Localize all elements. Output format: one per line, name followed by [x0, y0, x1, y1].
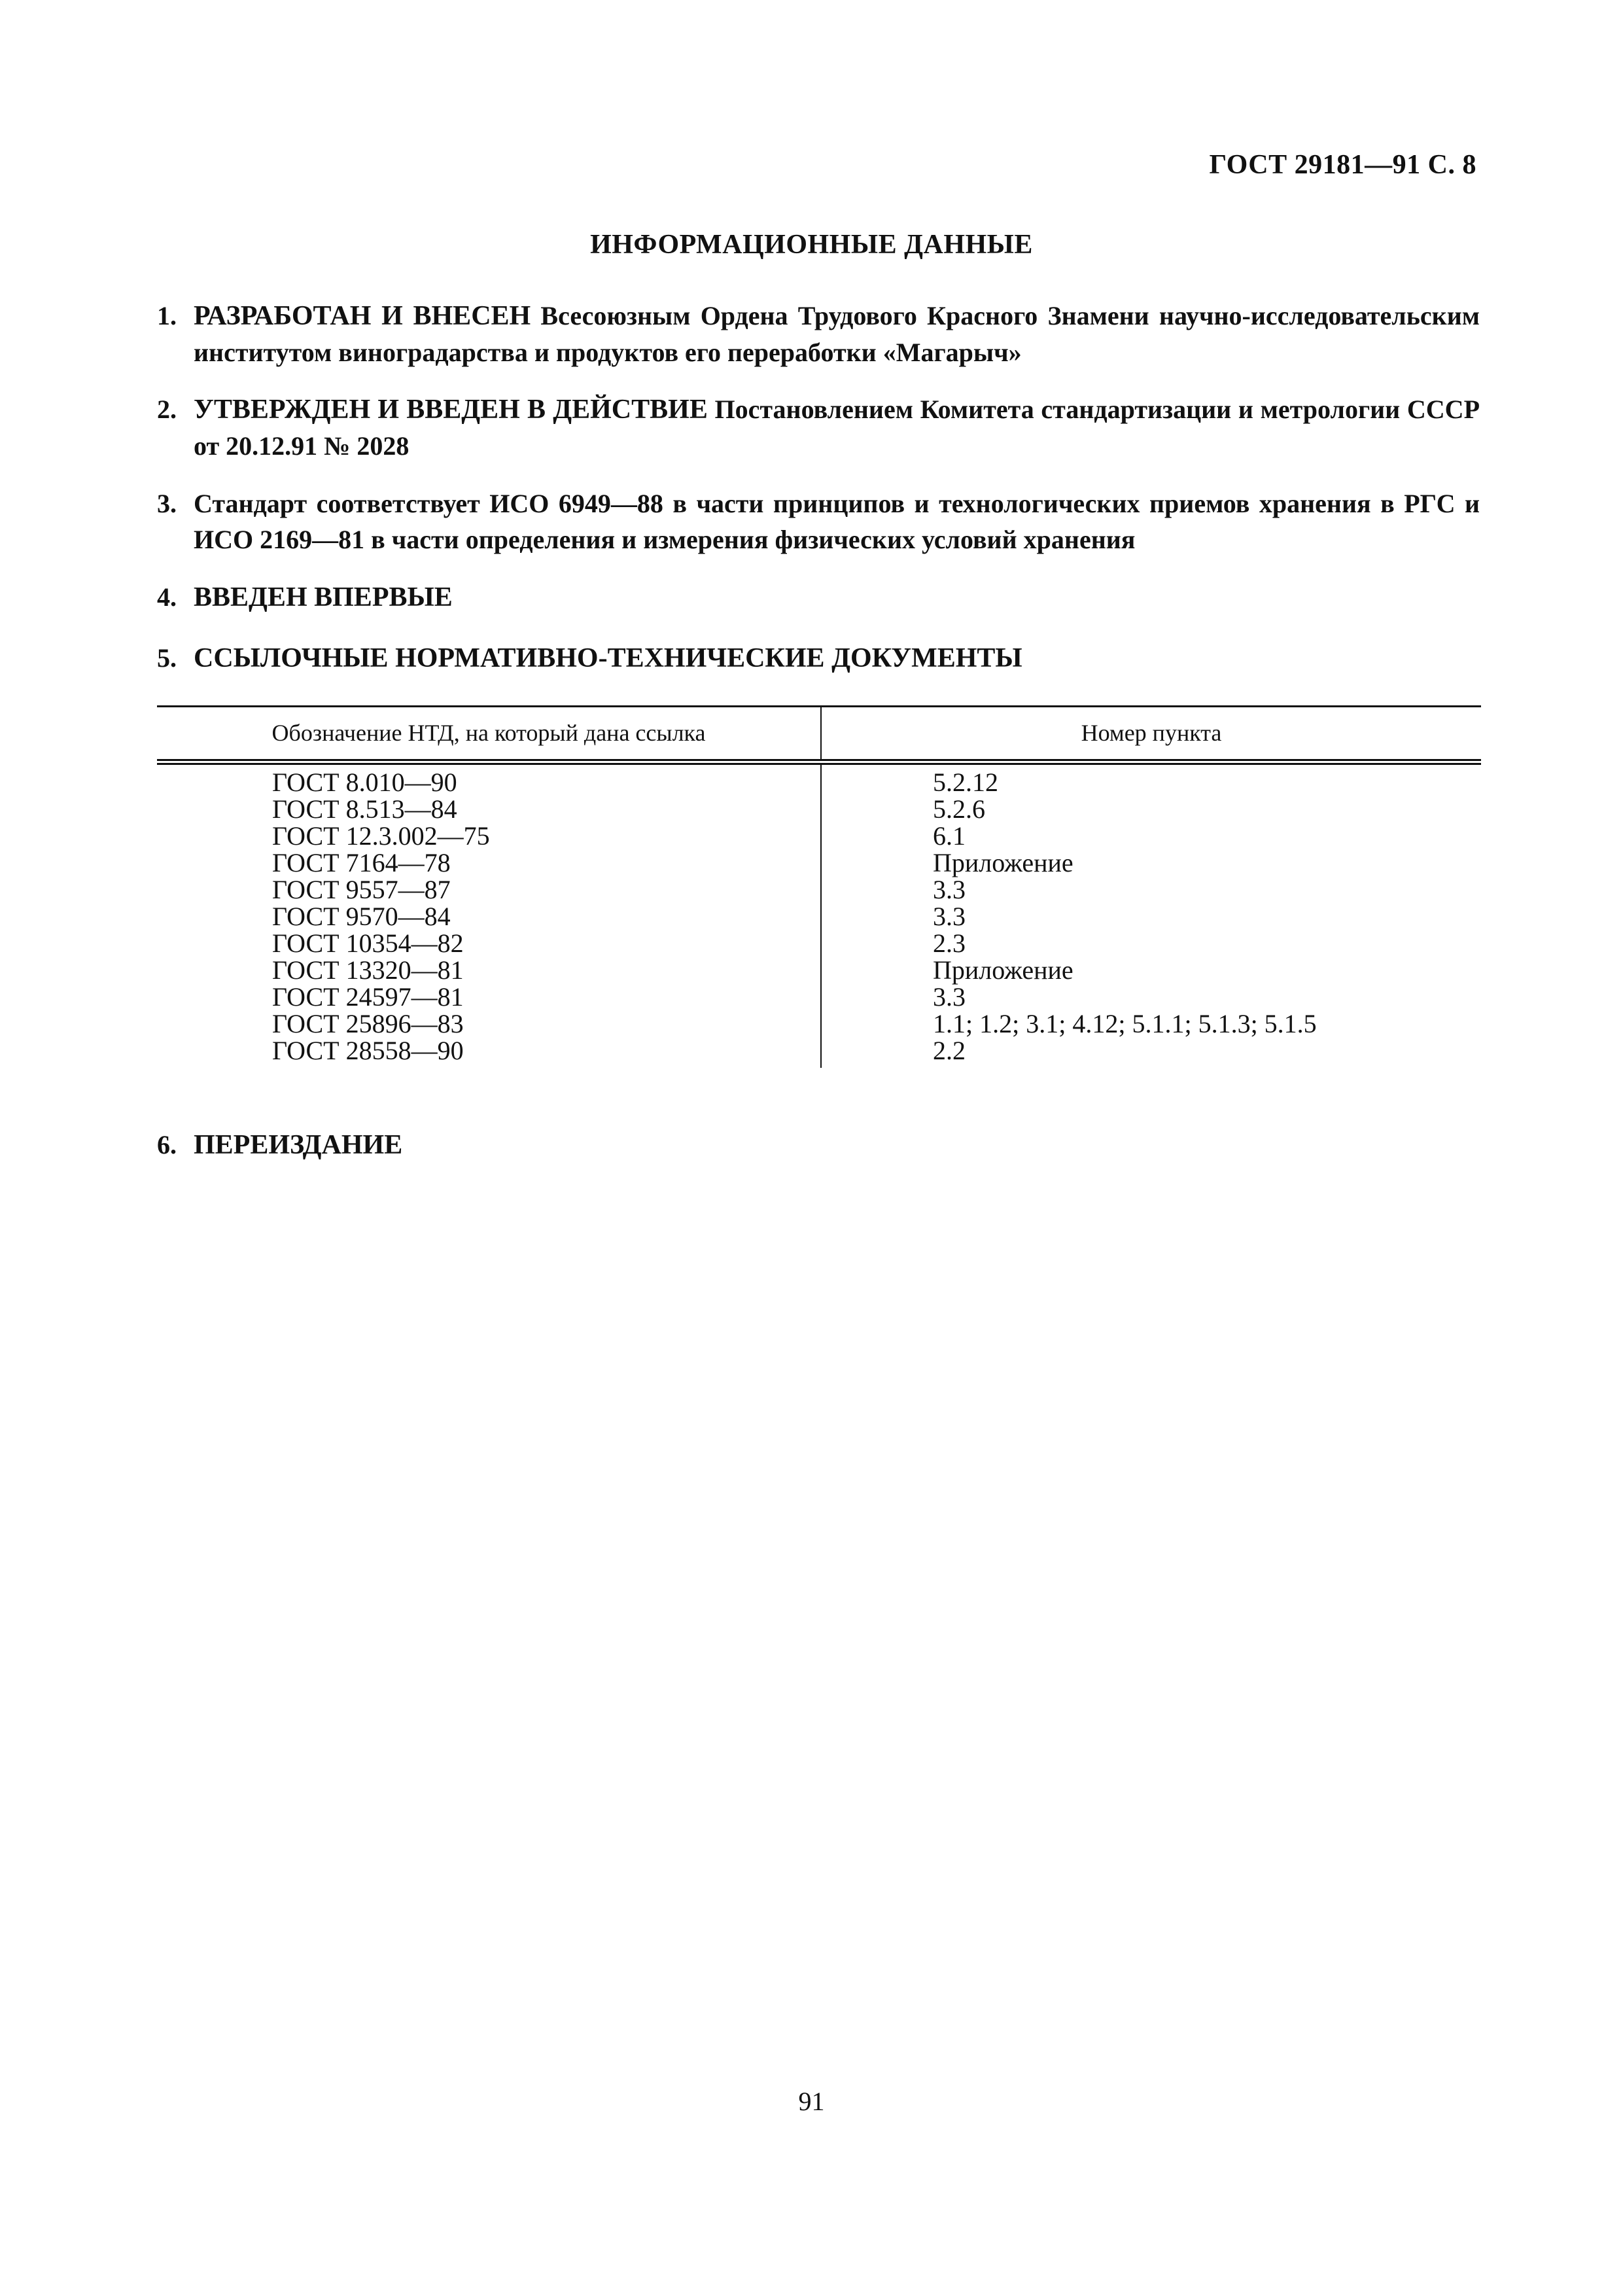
info-item-1	[157, 298, 1480, 370]
item-lead: ССЫЛОЧНЫЕ НОРМАТИВНО-ТЕХНИЧЕСКИЕ ДОКУМЕНТЫ	[194, 643, 1022, 673]
info-item-4	[157, 579, 1480, 616]
item-number: 5.	[157, 643, 177, 673]
item-lead: ПЕРЕИЗДАНИЕ	[194, 1130, 403, 1160]
item-body	[194, 298, 1480, 370]
document-cell: ГОСТ 13320—81	[157, 957, 821, 983]
point-cell: 5.2.6	[933, 794, 985, 824]
item-lead: РАЗРАБОТАН И ВНЕСЕН	[194, 301, 531, 331]
item-body	[194, 486, 1480, 557]
table-row	[157, 1037, 1481, 1068]
info-item-5	[157, 640, 1480, 677]
reference-documents-table	[157, 705, 1481, 1068]
table-row	[157, 957, 1481, 983]
document-cell: ГОСТ 10354—82	[157, 930, 821, 957]
point-cell: 3.3	[933, 902, 966, 931]
document-cell: ГОСТ 25896—83	[157, 1010, 821, 1037]
table-header-row	[157, 707, 1481, 762]
item-lead: ВВЕДЕН ВПЕРВЫЕ	[194, 582, 453, 612]
table-row	[157, 762, 1481, 796]
running-head: ГОСТ 29181—91 С. 8	[1209, 150, 1476, 180]
point-cell: 2.3	[933, 928, 966, 958]
info-item-6	[157, 1127, 1480, 1163]
point-cell: 5.2.12	[933, 768, 998, 797]
item-number: 6.	[157, 1130, 177, 1159]
info-item-3	[157, 486, 1480, 557]
table-row	[157, 903, 1481, 930]
item-text: Стандарт соответствует ИСО 6949—88 в части принципов и технологических приемов хранения в РГС и ИСО 2169—81 в части определения и измерения физических условий хранения	[194, 489, 1480, 554]
document-cell: ГОСТ 7164—78	[157, 849, 821, 876]
point-cell: 3.3	[933, 875, 966, 904]
document-cell: ГОСТ 9557—87	[157, 876, 821, 903]
table-row	[157, 796, 1481, 822]
table-row	[157, 1010, 1481, 1037]
item-number: 3.	[157, 489, 177, 518]
point-cell: Приложение	[933, 848, 1073, 877]
info-item-2	[157, 391, 1480, 464]
table-row	[157, 822, 1481, 849]
point-cell: 1.1; 1.2; 3.1; 4.12; 5.1.1; 5.1.3; 5.1.5	[933, 1009, 1317, 1038]
document-cell: ГОСТ 28558—90	[157, 1037, 821, 1068]
table-row	[157, 876, 1481, 903]
document-cell: ГОСТ 9570—84	[157, 903, 821, 930]
item-text: Постановлением Комитета стандартизации и метрологии СССР от 20.12.91 № 2028	[194, 395, 1480, 461]
document-cell: ГОСТ 8.010—90	[157, 762, 821, 796]
document-cell: ГОСТ 24597—81	[157, 983, 821, 1010]
point-cell: 6.1	[933, 821, 966, 851]
item-body	[194, 1127, 1480, 1163]
table-row	[157, 983, 1481, 1010]
item-lead: УТВЕРЖДЕН И ВВЕДЕН В ДЕЙСТВИЕ	[194, 395, 708, 425]
page-number: 91	[798, 2087, 825, 2116]
point-cell: Приложение	[933, 955, 1073, 985]
column-header-document: Обозначение НТД, на который дана ссылка	[157, 707, 821, 762]
column-header-point: Номер пункта	[821, 707, 1481, 762]
item-body	[194, 640, 1480, 677]
table-row	[157, 849, 1481, 876]
item-number: 4.	[157, 582, 177, 612]
point-cell: 2.2	[933, 1036, 966, 1065]
item-body	[194, 579, 1480, 616]
document-cell: ГОСТ 8.513—84	[157, 796, 821, 822]
table-row	[157, 930, 1481, 957]
item-body	[194, 391, 1480, 464]
item-number: 2.	[157, 395, 177, 424]
item-text: Всесоюзным Ордена Трудового Красного Знамени научно-исследовательским институтом виноградарства и продуктов его переработки «Магарыч»	[194, 301, 1480, 367]
point-cell: 3.3	[933, 982, 966, 1012]
item-number: 1.	[157, 301, 177, 330]
document-cell: ГОСТ 12.3.002—75	[157, 822, 821, 849]
page-title: ИНФОРМАЦИОННЫЕ ДАННЫЕ	[590, 230, 1033, 260]
